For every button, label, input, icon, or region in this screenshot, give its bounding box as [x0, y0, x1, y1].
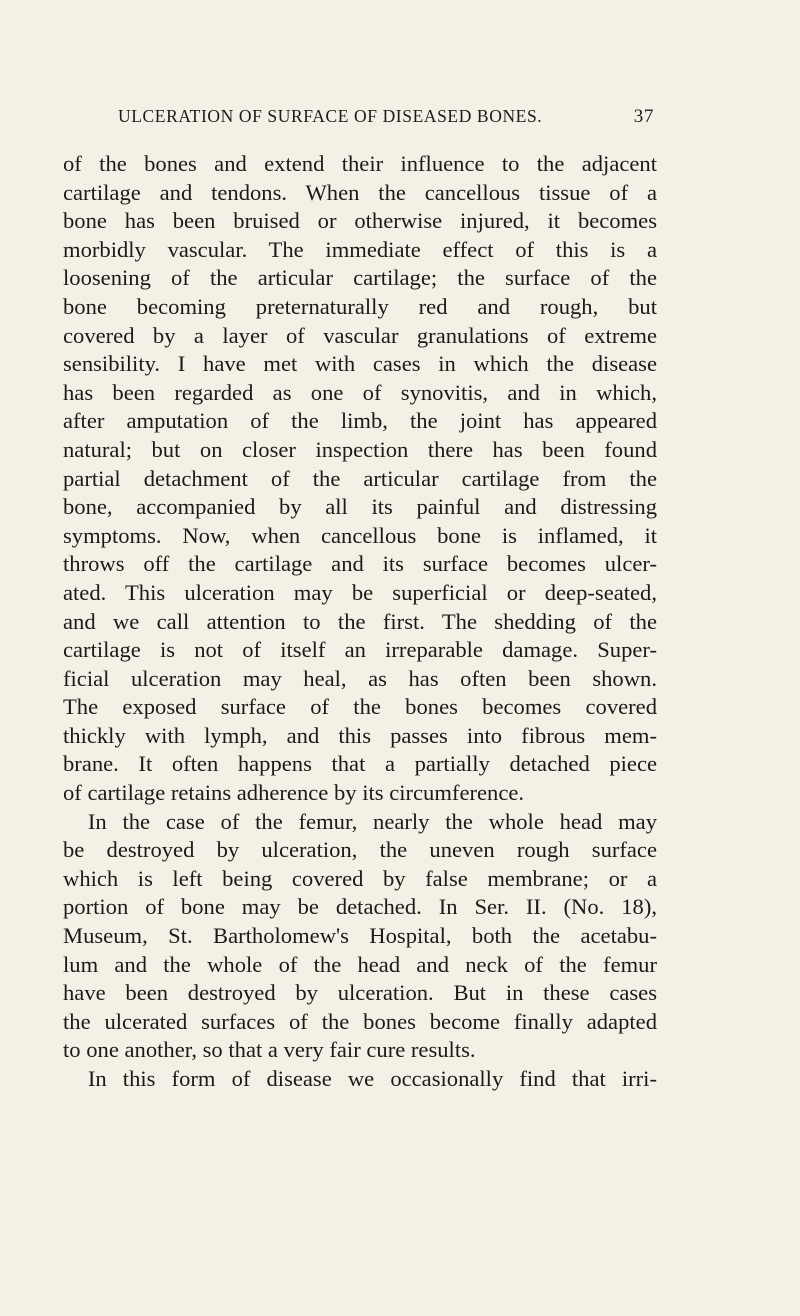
text-line: has been regarded as one of synovitis, and in which, — [63, 379, 657, 405]
text-line: morbidly vascular. The immediate effect of this is a — [63, 236, 657, 262]
chapter-title: ULCERATION OF SURFACE OF DISEASED BONES. — [118, 106, 543, 126]
text-line: thickly with lymph, and this passes into fibrous mem- — [63, 722, 657, 748]
running-header — [118, 106, 654, 132]
text-line: ficial ulceration may heal, as has often been shown. — [63, 665, 657, 691]
text-line: bone, accompanied by all its painful and distressing — [63, 494, 657, 520]
text-line: bone has been bruised or otherwise injured, it becomes — [63, 208, 657, 234]
text-line: be destroyed by ulceration, the uneven rough surface — [63, 837, 657, 863]
text-line: The exposed surface of the bones becomes covered — [63, 694, 657, 720]
text-line: of cartilage retains adherence by its circumference. — [63, 780, 525, 806]
text-line: to one another, so that a very fair cure results. — [63, 1037, 476, 1063]
text-line: In the case of the femur, nearly the whole head may — [87, 808, 657, 834]
text-line: covered by a layer of vascular granulations of extreme — [63, 322, 657, 348]
text-line: cartilage is not of itself an irreparable damage. Super- — [63, 637, 657, 663]
text-line: loosening of the articular cartilage; the surface of the — [63, 265, 657, 291]
text-line: natural; but on closer inspection there has been found — [63, 436, 657, 462]
text-line: In this form of disease we occasionally find that irri- — [87, 1066, 657, 1091]
text-line: after amputation of the limb, the joint has appeared — [63, 408, 657, 434]
text-line: sensibility. I have met with cases in which the disease — [63, 351, 657, 377]
text-line: the ulcerated surfaces of the bones become finally adapted — [63, 1008, 657, 1034]
text-line: brane. It often happens that a partially detached piece — [63, 751, 657, 777]
text-line: and we call attention to the first. The shedding of the — [63, 608, 657, 634]
body-text — [63, 150, 657, 1094]
text-line: ated. This ulceration may be superficial or deep-seated, — [63, 579, 657, 605]
page-number: 37 — [633, 106, 654, 127]
text-line: portion of bone may be detached. In Ser. II. (No. 18), — [63, 894, 657, 920]
text-line: which is left being covered by false membrane; or a — [63, 865, 657, 891]
text-line: symptoms. Now, when cancellous bone is inflamed, it — [63, 522, 657, 548]
text-line: partial detachment of the articular cartilage from the — [63, 465, 657, 491]
text-line: Museum, St. Bartholomew's Hospital, both the acetabu- — [63, 923, 657, 949]
text-line: lum and the whole of the head and neck of the femur — [63, 951, 657, 977]
text-line: of the bones and extend their influence to the adjacent — [63, 151, 657, 176]
text-line: have been destroyed by ulceration. But in these cases — [63, 980, 657, 1006]
text-line: bone becoming preternaturally red and rough, but — [63, 293, 657, 319]
text-line: throws off the cartilage and its surface becomes ulcer- — [63, 551, 657, 577]
text-line: cartilage and tendons. When the cancellous tissue of a — [63, 179, 657, 205]
